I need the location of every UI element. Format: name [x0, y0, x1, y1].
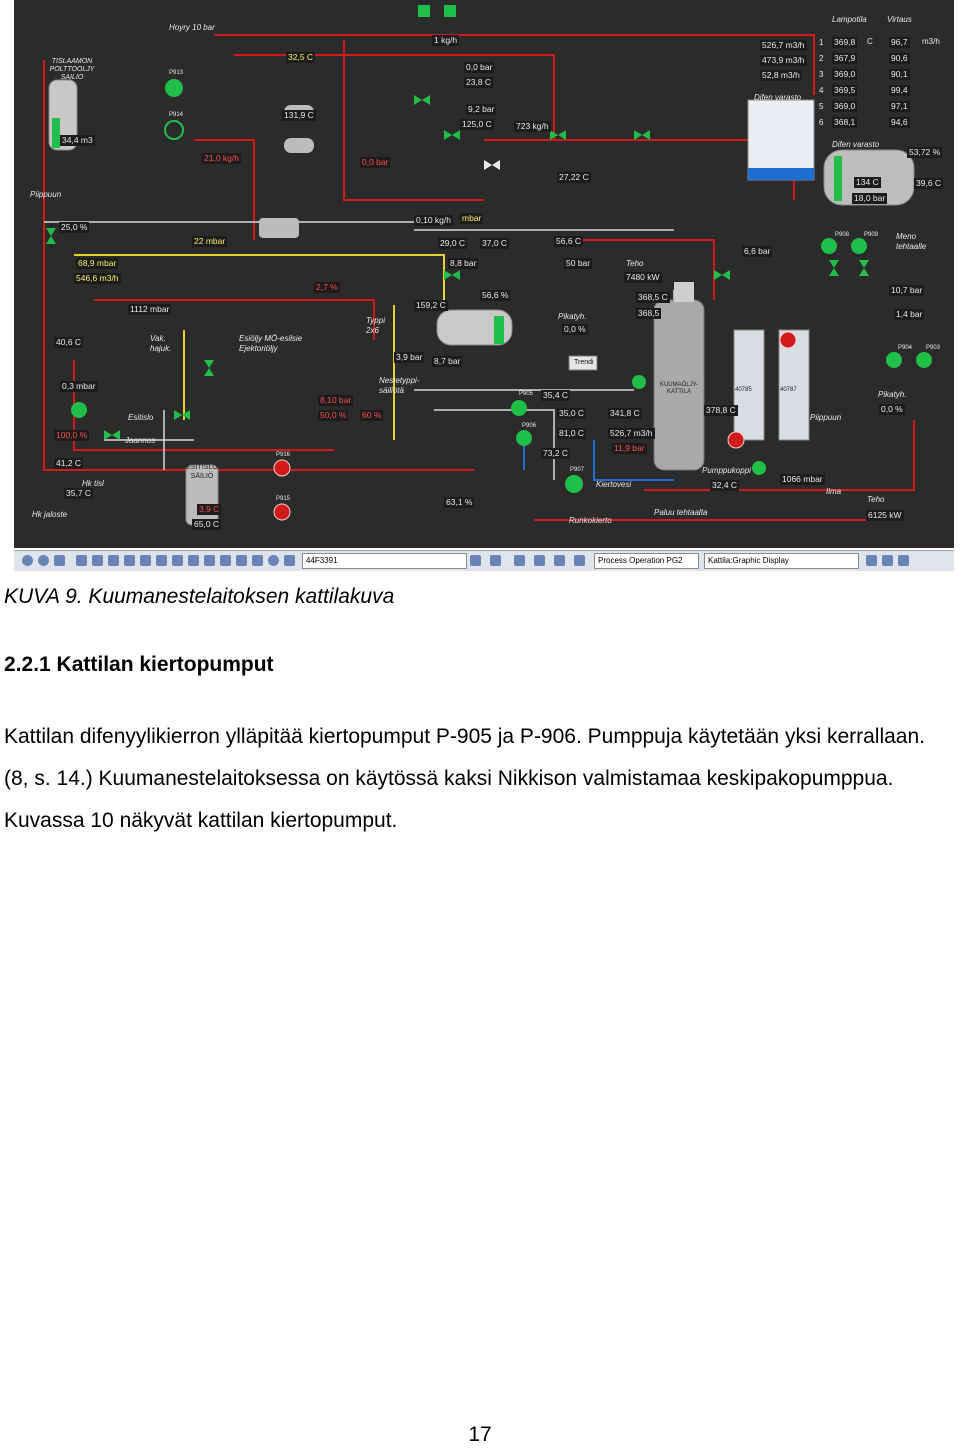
row-temp: 369,5 [834, 85, 856, 95]
pump-tag: P906 [522, 423, 537, 429]
pump-icon [71, 402, 87, 418]
label-meno-tehtaalle: Meno tehtaalle [896, 232, 927, 251]
cube-icon[interactable] [54, 555, 65, 566]
value-readout: 21,0 kg/h [204, 153, 239, 163]
value-readout: 35,0 C [559, 408, 585, 418]
pump-p903-icon [916, 352, 932, 368]
value-readout: 23,8 C [466, 77, 492, 87]
valve-icon [104, 430, 120, 440]
row-temp: 368,1 [834, 117, 856, 127]
temp-unit: C [867, 37, 873, 46]
valve-icon [829, 260, 839, 276]
label-ilma: Ilma [826, 487, 842, 496]
valve-icon [634, 130, 650, 140]
value-readout: 50,0 % [320, 410, 347, 420]
valve-icon [444, 270, 460, 280]
tool-icon[interactable] [470, 555, 481, 566]
operator-toolbar [14, 550, 954, 571]
forward-icon[interactable] [38, 555, 49, 566]
value-readout: 22 mbar [194, 236, 226, 246]
pump-tag: P905 [519, 391, 534, 397]
value-readout: 1,4 bar [896, 309, 923, 319]
value-readout: 10,7 bar [891, 285, 923, 295]
grid-icon[interactable] [156, 555, 167, 566]
label-jaannos: Jaannos [125, 436, 156, 445]
p-indicator-icon [444, 5, 456, 17]
value-readout: 131,9 C [284, 110, 314, 120]
value-readout: 1066 mbar [782, 474, 823, 484]
value-readout: 9,2 bar [468, 104, 495, 114]
value-readout: 368,5 C [638, 292, 668, 302]
label-pikatyh-2: Pikatyh. [878, 390, 907, 399]
scada-graphic-display [14, 0, 954, 548]
value-readout: 0,3 mbar [62, 381, 96, 391]
value-readout: 8,10 bar [320, 395, 352, 405]
valve-icon [204, 360, 214, 376]
document-icon[interactable] [284, 555, 295, 566]
value-readout: 18,0 bar [854, 193, 886, 203]
tool-icon[interactable] [490, 555, 501, 566]
chevron-down-icon[interactable] [866, 555, 877, 566]
close-icon[interactable] [236, 555, 247, 566]
valve-icon [859, 260, 869, 276]
value-readout: 8,8 bar [450, 258, 477, 268]
help-icon[interactable] [268, 555, 279, 566]
row-temp: 367,9 [834, 53, 856, 63]
value-readout: mbar [462, 213, 482, 223]
row-flow: 90,6 [891, 53, 908, 63]
row-flow: 99,4 [891, 85, 908, 95]
label-pikatyh: Pikatyh. [558, 312, 587, 321]
value-readout: 100,0 % [56, 430, 88, 440]
value-readout: 27,22 C [559, 172, 589, 182]
value-readout: 7480 kW [626, 272, 660, 282]
value-readout: 0,0 bar [466, 62, 493, 72]
value-readout: 35,7 C [66, 488, 92, 498]
label-difen-varasto: Difen varasto [754, 93, 802, 102]
value-readout: 0,0 % [881, 404, 903, 414]
value-readout: 56,6 C [556, 236, 582, 246]
pump-p905-icon [511, 400, 527, 416]
kattila-label: KUUMAÖLJY-KATTILA [659, 382, 699, 395]
value-readout: 60 % [362, 410, 382, 420]
value-readout: 6125 kW [868, 510, 902, 520]
exchanger-tag: 40785 [735, 387, 752, 393]
pump-p913-icon [165, 79, 183, 97]
pump-tag: P916 [276, 452, 291, 458]
value-readout: 40,6 C [56, 337, 82, 347]
pump-p904-icon [886, 352, 902, 368]
valve-icon [444, 130, 460, 140]
row-temp: 369,0 [834, 101, 856, 111]
valve-icon [46, 228, 56, 244]
value-readout: 378,8 C [706, 405, 736, 415]
body-paragraph: Kattilan difenyylikierron ylläpitää kiertopumput P-905 ja P-906. Pumppuja käytetään yksi kerrallaan. (8, s. 14.) Kuumanestelaitoksessa on käytössä kaksi Nikkison valmistamaa keskipakopumppua. Kuvassa 10 näkyvät kattilan kiertopumput. [4, 725, 925, 832]
row-number: 2 [819, 54, 824, 63]
value-readout: 32,5 C [288, 52, 314, 62]
section-heading: 2.2.1 Kattilan kiertopumput [4, 653, 274, 676]
label-esitislo-sailio: ESITISLO SÄILIÖ [186, 464, 218, 480]
value-readout: 50 bar [566, 258, 591, 268]
row-number: 1 [819, 38, 824, 47]
pump-tag: P904 [898, 345, 913, 351]
figure-caption: KUVA 9. Kuumanestelaitoksen kattilakuva [4, 585, 395, 608]
refresh-icon[interactable] [554, 555, 565, 566]
label-piippuun: Piippuun [30, 190, 62, 199]
value-readout: 8,7 bar [434, 356, 461, 366]
value-readout: 35,4 C [543, 390, 569, 400]
pump-p909-icon [851, 238, 867, 254]
page-number: 17 [468, 1423, 492, 1446]
value-readout: 53,72 % [909, 147, 941, 157]
label-nestetyppi: Nestetyppi-säiliötä [379, 376, 420, 395]
monitor-icon[interactable] [92, 555, 103, 566]
label-teho-2: Teho [867, 495, 885, 504]
label-piippuun-2: Piippuun [810, 413, 842, 422]
valve-icon [414, 95, 430, 105]
view-select[interactable]: Process Operation PG2 [594, 553, 699, 569]
pump-tag: P909 [864, 232, 879, 238]
value-readout: 0,0 bar [362, 157, 389, 167]
label-pumppukoppi: Pumppukoppi [702, 466, 751, 475]
star-icon[interactable] [882, 555, 893, 566]
value-readout: 25,0 % [61, 222, 88, 232]
pump-p914-icon [165, 121, 183, 139]
grid-icon[interactable] [188, 555, 199, 566]
valve-icon [484, 160, 500, 170]
folder-icon[interactable] [898, 555, 909, 566]
stopped-pump-icon [780, 332, 796, 348]
figure-kattilakuva [14, 0, 954, 572]
value-readout: 3,9 bar [396, 352, 423, 362]
value-readout: 0,0 % [564, 324, 586, 334]
value-readout: 41,2 C [56, 458, 82, 468]
grid-icon[interactable] [204, 555, 215, 566]
label-teho: Teho [626, 259, 644, 268]
label-esiolju: Esiöljy MÖ-esilsie Ejektoriöljy [239, 334, 303, 353]
label-hk-jaloste: Hk jaloste [32, 510, 68, 519]
valve-icon [714, 270, 730, 280]
pump-tag: P915 [276, 496, 291, 502]
label-paluu: Paluu tehtaalta [654, 508, 708, 517]
label-difen-varasto-2: Difen varasto [832, 140, 880, 149]
display-select[interactable]: Kattila:Graphic Display [704, 553, 859, 569]
pump-icon [752, 461, 766, 475]
tag-input[interactable]: 44F3391 [302, 553, 467, 569]
value-readout: 341,8 C [610, 408, 640, 418]
chart-icon[interactable] [514, 555, 525, 566]
value-readout: 37,0 C [482, 238, 508, 248]
value-readout: 1112 mbar [130, 304, 170, 314]
value-readout: 73,2 C [543, 448, 569, 458]
flow-value: 52,8 m3/h [762, 70, 800, 80]
row-flow: 94,6 [891, 117, 908, 127]
pump-p915-icon [274, 504, 290, 520]
value-readout: 546,6 m3/h [76, 273, 119, 283]
row-flow: 90,1 [891, 69, 908, 79]
back-icon[interactable] [22, 555, 33, 566]
label-lampotila: Lampotila [832, 15, 867, 24]
label-esitislo: Esitislo [128, 413, 154, 422]
stopped-pump-icon [728, 432, 744, 448]
row-flow: 96,7 [891, 37, 908, 47]
row-number: 4 [819, 86, 824, 95]
pump-tag: P907 [570, 467, 585, 473]
valve-icon [550, 130, 566, 140]
value-readout: 39,6 C [916, 178, 942, 188]
label-virtaus: Virtaus [887, 15, 912, 24]
value-readout: 68,9 mbar [78, 258, 117, 268]
row-flow: 97,1 [891, 101, 908, 111]
grid-icon[interactable] [172, 555, 183, 566]
pump-tag: P914 [169, 112, 184, 118]
value-readout: 1 kg/h [434, 35, 458, 45]
grid-icon[interactable] [220, 555, 231, 566]
value-readout: 723 kg/h [516, 121, 549, 131]
list-icon[interactable] [108, 555, 119, 566]
value-readout: 134 C [856, 177, 879, 187]
value-readout: 11,9 bar [614, 443, 645, 453]
value-readout: 2,7 % [316, 282, 338, 292]
flow-value: 526,7 m3/h [762, 40, 805, 50]
value-readout: 29,0 C [440, 238, 466, 248]
value-readout: 125,0 C [462, 119, 492, 129]
label-hoyry: Hoyry 10 bar [169, 23, 215, 32]
row-temp: 369,0 [834, 69, 856, 79]
trendi-button[interactable]: Trendi [574, 359, 594, 366]
pump-p908-icon [821, 238, 837, 254]
window-icon[interactable] [252, 555, 263, 566]
document-icon[interactable] [574, 555, 585, 566]
value-readout: 3,9 C [199, 504, 220, 514]
pump-tag: P908 [835, 232, 850, 238]
value-readout: 63,1 % [446, 497, 473, 507]
value-readout: 6,6 bar [744, 246, 771, 256]
pump-tag: P913 [169, 70, 184, 76]
label-runkokierto: Runkokierto [569, 516, 612, 525]
value-readout: 65,0 C [194, 519, 220, 529]
value-readout: 526,7 m3/h [610, 428, 653, 438]
value-readout: 81,0 C [559, 428, 585, 438]
value-readout: 368,5 [638, 308, 660, 318]
list-icon[interactable] [124, 555, 135, 566]
pump-p906-icon [516, 430, 532, 446]
valve-icon [174, 410, 190, 420]
label-vak-hajuk: Vak. hajuk. [150, 334, 172, 353]
value-readout: 159,2 C [416, 300, 446, 310]
pin-icon[interactable] [76, 555, 87, 566]
row-temp: 369,8 [834, 37, 856, 47]
row-number: 5 [819, 102, 824, 111]
value-readout: 0,10 kg/h [416, 215, 451, 225]
label-kiertovesi: Kiertovesi [596, 480, 632, 489]
value-readout: 56,6 % [482, 290, 509, 300]
pump-p907-icon [565, 475, 583, 493]
flow-value: 473,9 m3/h [762, 55, 805, 65]
p-indicator-icon [418, 5, 430, 17]
pump-icon [632, 375, 646, 389]
pump-p916-icon [274, 460, 290, 476]
label-typpi: Typpi 2x6 [366, 316, 385, 335]
grid-icon[interactable] [140, 555, 151, 566]
value-readout: 32,4 C [712, 480, 738, 490]
pump-tag: P903 [926, 345, 941, 351]
row-number: 6 [819, 118, 824, 127]
row-number: 3 [819, 70, 824, 79]
exchanger-tag: 40787 [780, 387, 797, 393]
chart-icon[interactable] [534, 555, 545, 566]
flow-unit: m3/h [922, 37, 940, 46]
label-hk-tisl: Hk tisl [82, 479, 104, 488]
label-tislaamon: TISLAAMON POLTTOOLJY SAILIO [49, 58, 95, 81]
value-readout: 34,4 m3 [62, 135, 93, 145]
